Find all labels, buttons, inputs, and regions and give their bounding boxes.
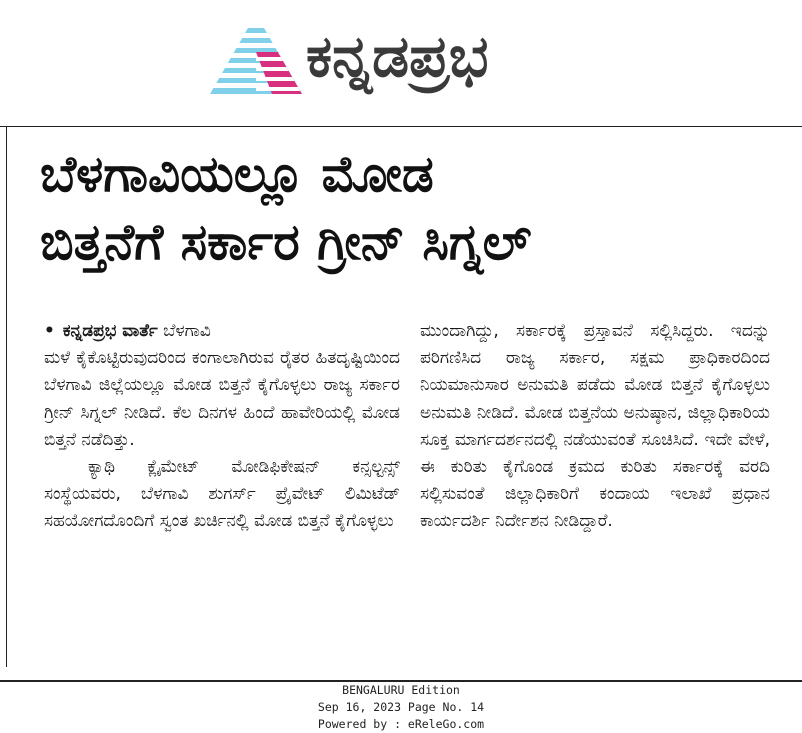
article-headline bbox=[40, 140, 780, 276]
left-margin-rule bbox=[6, 127, 7, 667]
footer-edition: BENGALURU Edition bbox=[342, 683, 460, 697]
headline-line-2: ಬಿತ್ತನೆಗೆ ಸರ್ಕಾರ ಗ್ರೀನ್ ಸಿಗ್ನಲ್ bbox=[40, 213, 532, 271]
page-footer bbox=[0, 682, 802, 733]
article-paragraph-2: ಕ್ಯಾಥಿ ಕ್ಲೈಮೇಟ್ ಮೋಡಿಫಿಕೇಷನ್ ಕನ್ಸಲ್ಟನ್ಸ್ ಸಂಸ್ಥೆಯವರು, ಬೆಳಗಾವಿ ಶುಗರ್ಸ್ ಪ್ರೈವೇಟ್ ಲಿಮಿಟೆಡ್ ಸಹಯೋಗದೊಂದಿಗೆ ಸ್ವಂತ ಖರ್ಚಿನಲ್ಲಿ ಮೋಡ ಬಿತ್ತನೆ ಕೈಗೊಳ್ಳಲು bbox=[44, 457, 400, 532]
footer-powered-by: Powered by : eReleGo.com bbox=[317, 717, 485, 731]
byline bbox=[44, 318, 400, 345]
masthead bbox=[0, 0, 802, 125]
article-column-right bbox=[420, 318, 770, 536]
stacked-triangle-logo-icon bbox=[210, 14, 302, 94]
byline-place: ಬೆಳಗಾವಿ bbox=[163, 321, 211, 341]
byline-brand: ಕನ್ನಡಪ್ರಭ ವಾರ್ತೆ bbox=[62, 321, 158, 341]
footer-date-page: Sep 16, 2023 Page No. 14 bbox=[317, 700, 485, 714]
article-column-left bbox=[44, 318, 400, 536]
header-divider bbox=[0, 126, 802, 127]
article-paragraph-1: ಮಳೆ ಕೈಕೊಟ್ಟಿರುವುದರಿಂದ ಕಂಗಾಲಾಗಿರುವ ರೈತರ ಹಿತದೃಷ್ಟಿಯಿಂದ ಬೆಳಗಾವಿ ಜಿಲ್ಲೆಯಲ್ಲೂ ಮೋಡ ಬಿತ್ತನೆ ಕೈಗೊಳ್ಳಲು ರಾಜ್ಯ ಸರ್ಕಾರ ಗ್ರೀನ್ ಸಿಗ್ನಲ್ ನೀಡಿದೆ. ಕೆಲ ದಿನಗಳ ಹಿಂದೆ ಹಾವೇರಿಯಲ್ಲಿ ಮೋಡ ಬಿತ್ತನೆ ನಡೆದಿತ್ತು. bbox=[44, 348, 400, 450]
article-paragraph-3: ಮುಂದಾಗಿದ್ದು, ಸರ್ಕಾರಕ್ಕೆ ಪ್ರಸ್ತಾವನೆ ಸಲ್ಲಿಸಿದ್ದರು. ಇದನ್ನು ಪರಿಗಣಿಸಿದ ರಾಜ್ಯ ಸರ್ಕಾರ, ಸಕ್ಷಮ ಪ್ರಾಧಿಕಾರದಿಂದ ನಿಯಮಾನುಸಾರ ಅನುಮತಿ ಪಡೆದು ಮೋಡ ಬಿತ್ತನೆ ಕೈಗೊಳ್ಳಲು ಅನುಮತಿ ನೀಡಿದೆ. ಮೋಡ ಬಿತ್ತನೆಯ ಅನುಷ್ಠಾನ, ಜಿಲ್ಲಾಧಿಕಾರಿಯ ಸೂಕ್ತ ಮಾರ್ಗದರ್ಶನದಲ್ಲಿ ನಡೆಯುವಂತೆ ಸೂಚಿಸಿದೆ. ಇದೇ ವೇಳೆ, ಈ ಕುರಿತು ಕೈಗೊಂಡ ಕ್ರಮದ ಕುರಿತು ಸರ್ಕಾರಕ್ಕೆ ವರದಿ ಸಲ್ಲಿಸುವಂತೆ ಜಿಲ್ಲಾಧಿಕಾರಿಗೆ ಕಂದಾಯ ಇಲಾಖೆ ಪ್ರಧಾನ ಕಾರ್ಯದರ್ಶಿ ನಿರ್ದೇಶನ ನೀಡಿದ್ದಾರೆ. bbox=[420, 321, 770, 532]
headline-line-1: ಬೆಳಗಾವಿಯಲ್ಲೂ ಮೋಡ bbox=[40, 145, 434, 203]
masthead-logo-text: ಕನ್ನಡಪ್ರಭ bbox=[306, 22, 489, 90]
byline-bullet: • bbox=[44, 321, 55, 341]
